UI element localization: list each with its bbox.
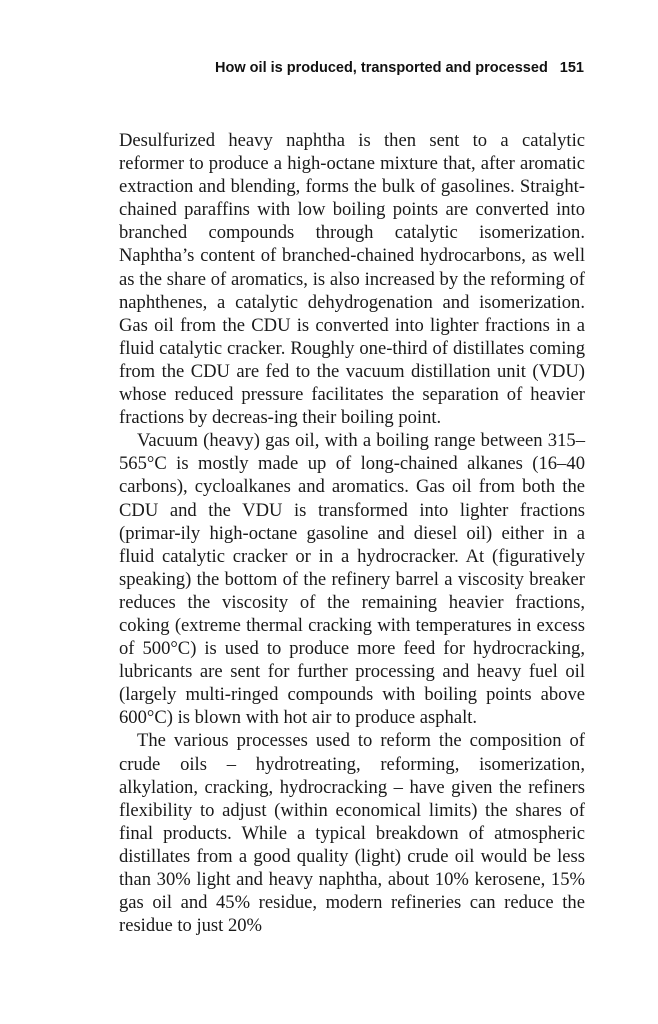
paragraph-text: The various processes used to reform the composition of crude oils – hydrotreating, reforming, isomerization, alkylation, cracking, hydrocracking – have given the refiners flexibility to adjust (within economical limits) the shares of final products. While a typical breakdown of atmospheric distillates from a good quality (light) crude oil would be less than 30% light and heavy naphtha, about 10% kerosene, 15% gas oil and 45% residue, modern refineries can reduce the residue to just 20% — [119, 730, 585, 937]
paragraph-text: Desulfurized heavy naphtha is then sent to a catalytic reformer to produce a high-octane mixture that, after aromatic extraction and blending, forms the bulk of gasolines. Straight-chained paraffins with low boiling points are converted into branched compounds through catalytic isomerization. Naphtha’s content of branched-chained hydrocarbons, as well as the share of aromatics, is also increased by the reforming of naphthenes, a catalytic dehydrogenation and isomerization. Gas oil from the CDU is converted into lighter fractions in a fluid catalytic cracker. Roughly one-third of distillates coming from the CDU are fed to the vacuum distillation unit (VDU) whose reduced pressure facilitates the separation of heavier fractions by decreas-ing their boiling point. — [119, 130, 585, 429]
paragraph — [119, 429, 585, 729]
paragraph — [119, 729, 585, 937]
body-text — [119, 129, 585, 937]
chapter-title: How oil is produced, transported and processed — [215, 60, 548, 76]
running-head — [118, 60, 584, 76]
paragraph-text: Vacuum (heavy) gas oil, with a boiling range between 315–565°C is mostly made up of long-chained alkanes (16–40 carbons), cycloalkanes and aromatics. Gas oil from both the CDU and the VDU is transformed into lighter fractions (primar-ily high-octane gasoline and diesel oil) either in a fluid catalytic cracker or in a hydrocracker. At (figuratively speaking) the bottom of the refinery barrel a viscosity breaker reduces the viscosity of the remaining heavier fractions, coking (extreme thermal cracking with temperatures in excess of 500°C) is used to produce more feed for hydrocracking, lubricants are sent for further processing and heavy fuel oil (largely multi-ringed compounds with boiling points above 600°C) is blown with hot air to produce asphalt. — [119, 430, 585, 729]
paragraph — [119, 129, 585, 429]
page-number: 151 — [559, 60, 584, 76]
